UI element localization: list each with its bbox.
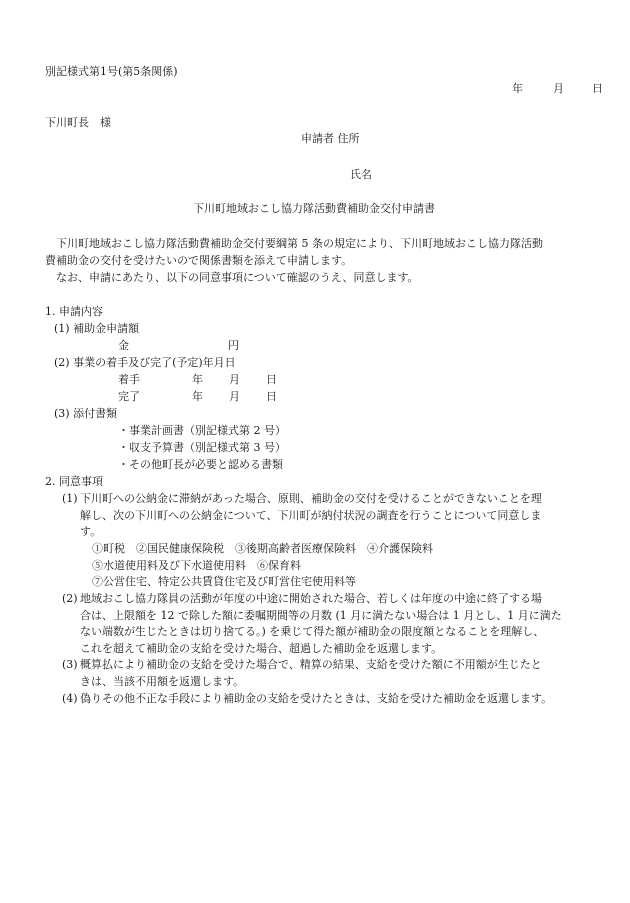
end-label: 完了 xyxy=(118,390,140,403)
consent-line: 合は、上限額を 12 で除した額に委嘱期間等の月数 (1 月に満たない場合は 1 月とし、1 月に満た xyxy=(80,608,562,622)
applicant-address-label: 申請者 住所 xyxy=(301,132,360,145)
consent-line: 解し、次の下川町への公納金について、下川町が納付状況の調査を行うことについて同意しま xyxy=(80,508,542,522)
amount-kin-label: 金 xyxy=(118,339,129,352)
amount-yen-label: 円 xyxy=(228,339,239,352)
attachment-item: ・事業計画書（別記様式第 2 号） xyxy=(118,424,286,437)
public-fee-line: ⑦公営住宅、特定公共賃貸住宅及び町営住宅使用料等 xyxy=(92,575,356,588)
start-month-label: 月 xyxy=(229,373,240,386)
public-fee-line: ⑤水道使用料及び下水道使用料 ⑥保育料 xyxy=(92,558,301,572)
consent-item-2 xyxy=(80,593,562,659)
end-day-label: 日 xyxy=(266,390,277,403)
section1-heading: 1. 申請内容 xyxy=(45,305,103,318)
consent-item-number: (4) xyxy=(62,692,78,705)
date-year-label: 年 xyxy=(512,82,523,95)
consent-line: これを超えて補助金の支給を受けた場合、超過した補助金を返還します。 xyxy=(80,641,443,655)
attachment-item: ・その他町長が必要と認める書類 xyxy=(118,458,283,471)
consent-item-number: (1) xyxy=(62,492,78,505)
consent-item-number: (2) xyxy=(62,592,78,605)
intro-line-3: なお、申請にあたり、以下の同意事項について確認のうえ、同意します。 xyxy=(56,271,419,284)
applicant-name-label: 氏名 xyxy=(350,168,372,181)
consent-line: 地域おこし協力隊員の活動が年度の中途に開始された場合、若しくは年度の中途に終了する場 xyxy=(80,592,542,605)
consent-line: 概算払により補助金の支給を受けた場合で、精算の結果、支給を受けた額に不用額が生じたと xyxy=(80,658,542,671)
schedule-label: (2) 事業の着手及び完了(予定)年月日 xyxy=(54,356,236,369)
end-month-label: 月 xyxy=(229,390,240,403)
date-month-label: 月 xyxy=(553,82,564,95)
subsidy-amount-label: (1) 補助金申請額 xyxy=(54,322,140,335)
consent-item-number: (3) xyxy=(62,658,78,671)
consent-line: 偽りその他不正な手段により補助金の支給を受けたときは、支給を受けた補助金を返還します。 xyxy=(80,692,553,705)
date-day-label: 日 xyxy=(592,82,603,95)
public-fee-list xyxy=(92,543,433,593)
attachment-item: ・収支予算書（別記様式第 3 号） xyxy=(118,441,286,454)
consent-line: 下川町への公納金に滞納があった場合、原則、補助金の交付を受けることができないことを理 xyxy=(80,492,542,505)
attachments-label: (3) 添付書類 xyxy=(54,407,118,420)
addressee: 下川町長 様 xyxy=(45,116,111,129)
start-year-label: 年 xyxy=(192,373,203,386)
consent-line: ない端数が生じたときは切り捨てる。) を乗じて得た額が補助金の限度額となることを理解し、 xyxy=(80,625,545,638)
public-fee-line: ①町税 ②国民健康保険税 ③後期高齢者医療保険料 ④介護保険料 xyxy=(92,542,433,555)
consent-line: きは、当該不用額を返還します。 xyxy=(80,674,245,688)
consent-item-3 xyxy=(80,659,542,692)
start-day-label: 日 xyxy=(266,373,277,386)
form-number: 別記様式第1号(第5条関係) xyxy=(45,65,178,78)
start-label: 着手 xyxy=(118,373,140,386)
intro-line-1: 下川町地域おこし協力隊活動費補助金交付要綱第 5 条の規定により、下川町地域おこし協力隊活動 xyxy=(56,237,543,250)
consent-item-4 xyxy=(80,693,552,710)
section2-heading: 2. 同意事項 xyxy=(45,475,103,488)
document-title: 下川町地域おこし協力隊活動費補助金交付申請書 xyxy=(193,202,435,215)
consent-item-1 xyxy=(80,493,542,543)
consent-line: す。 xyxy=(80,525,102,538)
intro-line-2: 費補助金の交付を受けたいので関係書類を添えて申請します。 xyxy=(45,254,353,267)
end-year-label: 年 xyxy=(192,390,203,403)
